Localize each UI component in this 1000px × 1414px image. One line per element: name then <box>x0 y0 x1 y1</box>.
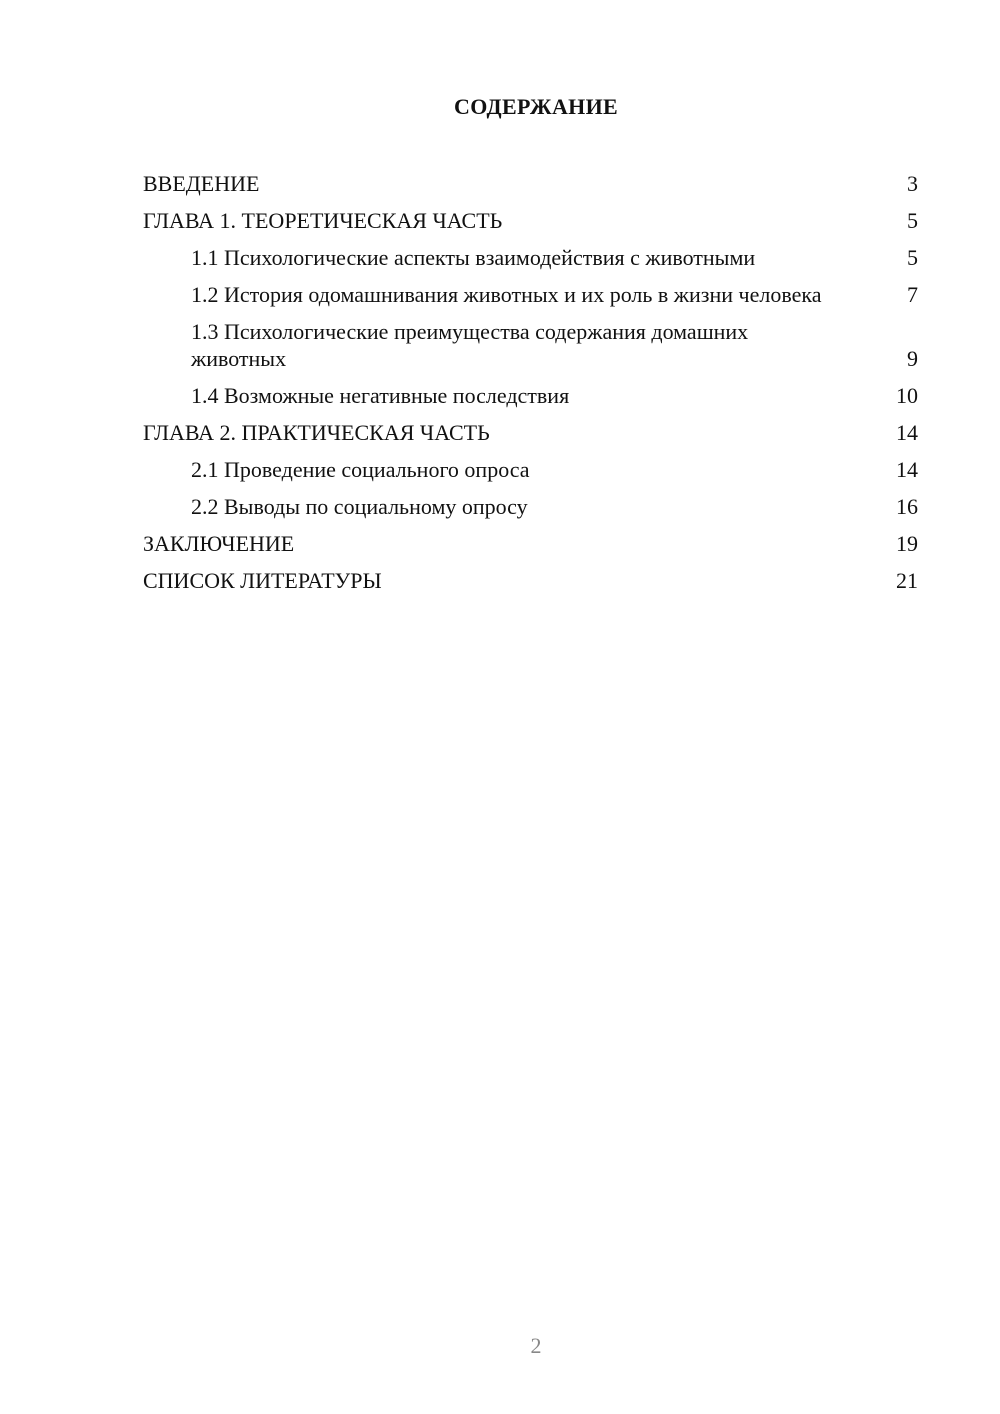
toc-entry-section-2-2[interactable] <box>143 493 918 520</box>
toc-entry-page: 5 <box>907 245 918 270</box>
toc-entry-page: 3 <box>907 171 918 196</box>
toc-entry-label: СПИСОК ЛИТЕРАТУРЫ <box>143 568 382 593</box>
toc-entry-label: ГЛАВА 2. ПРАКТИЧЕСКАЯ ЧАСТЬ <box>143 420 490 445</box>
toc-entry-conclusion[interactable] <box>143 530 918 557</box>
toc-entry-section-2-1[interactable] <box>143 456 918 483</box>
toc-entry-label: ГЛАВА 1. ТЕОРЕТИЧЕСКАЯ ЧАСТЬ <box>143 208 503 233</box>
page-number: 2 <box>530 1333 542 1358</box>
toc-entry-references[interactable] <box>143 567 918 594</box>
toc-entry-page: 9 <box>907 346 918 371</box>
table-of-contents <box>143 170 918 604</box>
toc-entry-section-1-2[interactable] <box>143 281 918 308</box>
toc-entry-page: 7 <box>907 282 918 307</box>
toc-entry-page: 21 <box>896 568 918 593</box>
toc-entry-label: 2.1 Проведение социального опроса <box>191 457 530 482</box>
toc-entry-label: 1.4 Возможные негативные последствия <box>191 383 570 408</box>
toc-entry-label: 1.3 Психологические преимущества содержания домашних животных <box>191 319 749 371</box>
toc-entry-label: 1.1 Психологические аспекты взаимодействия с животными <box>191 245 756 270</box>
toc-entry-label: ВВЕДЕНИЕ <box>143 171 260 196</box>
toc-entry-page: 10 <box>896 383 918 408</box>
toc-entry-introduction[interactable] <box>143 170 918 197</box>
toc-entry-page: 5 <box>907 208 918 233</box>
toc-entry-section-1-3[interactable] <box>143 318 918 372</box>
toc-entry-label: 2.2 Выводы по социальному опросу <box>191 494 528 519</box>
toc-entry-chapter-2[interactable] <box>143 419 918 446</box>
toc-entry-section-1-4[interactable] <box>143 382 918 409</box>
toc-entry-label: ЗАКЛЮЧЕНИЕ <box>143 531 295 556</box>
toc-title: СОДЕРЖАНИЕ <box>454 94 618 119</box>
toc-entry-page: 19 <box>896 531 918 556</box>
toc-entry-label: 1.2 История одомашнивания животных и их роль в жизни человека <box>191 282 822 307</box>
toc-entry-chapter-1[interactable] <box>143 207 918 234</box>
toc-entry-page: 16 <box>896 494 918 519</box>
toc-entry-page: 14 <box>896 457 918 482</box>
toc-entry-section-1-1[interactable] <box>143 244 918 271</box>
toc-entry-page: 14 <box>896 420 918 445</box>
